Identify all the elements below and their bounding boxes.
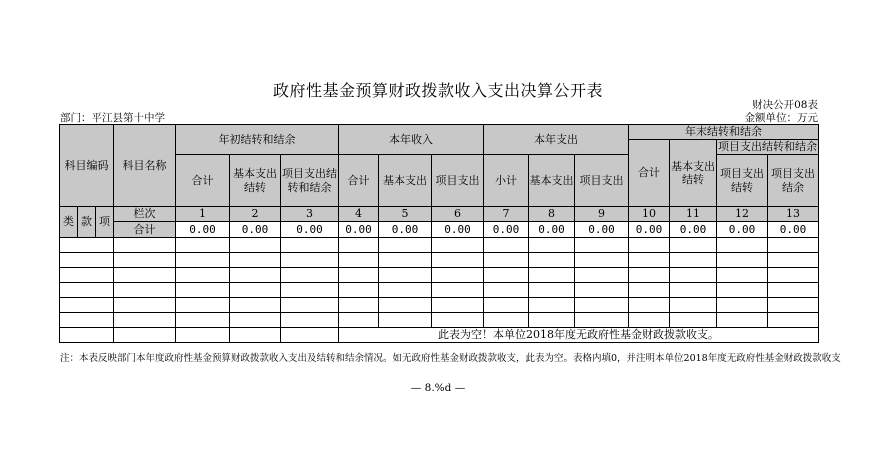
header-row-groups [60,125,819,140]
total-value: 0.00 [670,222,717,238]
column-number: 6 [432,207,484,222]
total-value: 0.00 [529,222,575,238]
column-number: 2 [230,207,281,222]
department-label: 部门：平江县第十中学 [60,112,165,124]
total-value: 0.00 [176,222,230,238]
total-label: 合计 [114,222,176,238]
end-project-carry-header: 项目支出结转 [717,155,768,207]
table-row [60,253,819,268]
page-number: — 8.%d — [410,382,466,394]
kind-header: 类 [60,207,78,238]
column-number: 3 [281,207,339,222]
expense-basic-header: 基本支出 [529,155,575,207]
table-row [60,313,819,328]
total-value: 0.00 [230,222,281,238]
column-number: 12 [717,207,768,222]
expense-subtotal-header: 小计 [484,155,529,207]
subject-code-header: 科目编码 [60,125,114,207]
total-value: 0.00 [281,222,339,238]
item-header: 项 [96,207,114,238]
column-number: 8 [529,207,575,222]
total-value: 0.00 [768,222,819,238]
end-project-group-header: 项目支出结转和结余 [718,140,817,154]
empty-table-note: 此表为空！本单位2018年度无政府性基金财政拨款收支。 [339,328,819,343]
budget-table [59,124,819,343]
unit-label: 金额单位：万元 [744,112,818,124]
total-value: 0.00 [379,222,432,238]
total-value: 0.00 [717,222,768,238]
footnote: 注：本表反映部门本年度政府性基金预算财政拨款收入支出及结转和结余情况。如无政府性基金财政拨款收支，此表为空。表格内填0，并注明本单位2018年度无政府性基金财政拨款收支 [60,353,841,364]
table-row [60,298,819,313]
end-project-balance-header: 项目支出结余 [768,155,819,207]
column-number: 10 [629,207,670,222]
column-number: 5 [379,207,432,222]
begin-total-header: 合计 [176,155,230,207]
form-code: 财决公开08表 [752,99,818,111]
end-total-header: 合计 [629,140,670,207]
totals-row [60,222,819,238]
begin-basic-header: 基本支出结转 [230,155,281,207]
column-index-row [60,207,819,222]
table-row [60,268,819,283]
total-value: 0.00 [339,222,379,238]
column-number: 11 [670,207,717,222]
column-number: 7 [484,207,529,222]
total-value: 0.00 [575,222,629,238]
income-total-header: 合计 [339,155,379,207]
column-number: 4 [339,207,379,222]
total-value: 0.00 [629,222,670,238]
column-number: 13 [768,207,819,222]
total-value: 0.00 [484,222,529,238]
column-index-label: 栏次 [114,207,176,222]
empty-note-row [60,328,819,343]
column-number: 9 [575,207,629,222]
page-title: 政府性基金预算财政拨款收入支出决算公开表 [272,81,603,100]
group-begin-header: 年初结转和结余 [176,125,339,155]
group-end-header: 年末结转和结余 [629,125,819,140]
end-basic-header: 基本支出结转 [670,140,717,207]
section-header: 款 [78,207,96,238]
table-row [60,283,819,298]
income-basic-header: 基本支出 [379,155,432,207]
table-row [60,238,819,253]
total-value: 0.00 [432,222,484,238]
group-expense-header: 本年支出 [484,125,629,155]
begin-project-header: 项目支出结转和结余 [281,155,339,207]
column-number: 1 [176,207,230,222]
subject-name-header: 科目名称 [114,125,176,207]
expense-project-header: 项目支出 [575,155,629,207]
income-project-header: 项目支出 [432,155,484,207]
group-income-header: 本年收入 [339,125,484,155]
